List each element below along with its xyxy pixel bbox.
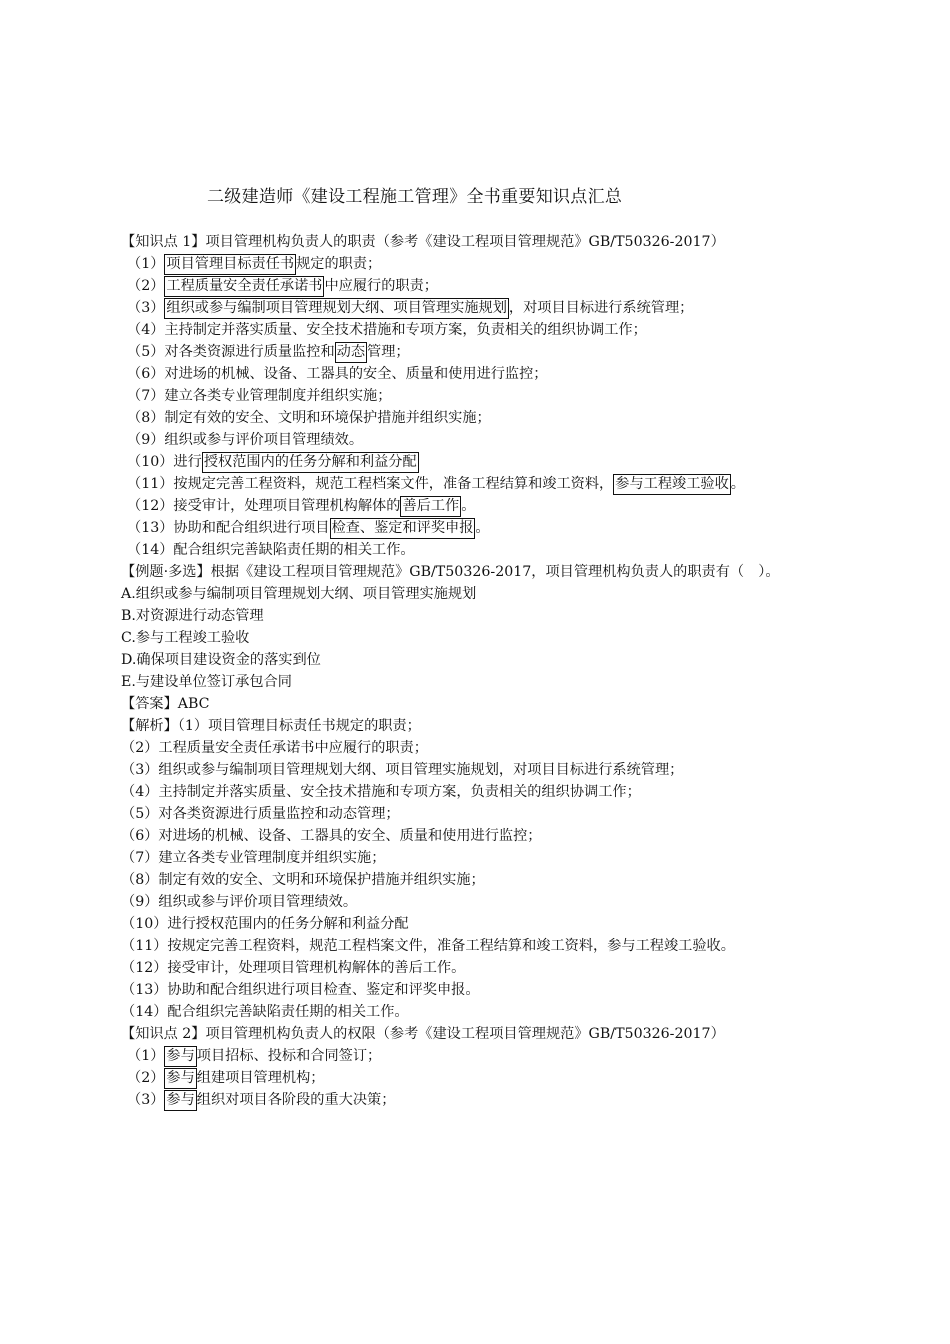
boxed-keyword: 检查、鉴定和评奖申报	[330, 518, 476, 539]
text-segment: 。	[461, 498, 476, 514]
text-line	[121, 627, 921, 649]
text-segment: （4）主持制定并落实质量、安全技术措施和专项方案，负责相关的组织协调工作；	[121, 784, 641, 800]
text-line	[121, 891, 921, 913]
text-segment: （12）接受审计，处理项目管理机构解体的	[127, 498, 401, 514]
text-segment: D.确保项目建设资金的落实到位	[121, 652, 321, 668]
text-line	[121, 1001, 921, 1023]
text-line	[121, 781, 921, 803]
text-segment: （11）按规定完善工程资料，规范工程档案文件，准备工程结算和竣工资料，	[127, 476, 614, 492]
boxed-keyword: 参与工程竣工验收	[613, 474, 731, 495]
text-segment: C.参与工程竣工验收	[121, 630, 250, 646]
text-segment: （2）工程质量安全责任承诺书中应履行的职责；	[121, 740, 428, 756]
text-segment: （8）制定有效的安全、文明和环境保护措施并组织实施；	[121, 872, 485, 888]
text-segment: （7）建立各类专业管理制度并组织实施；	[121, 850, 386, 866]
text-segment: 【答案】ABC	[121, 696, 210, 712]
text-segment: （12）接受审计，处理项目管理机构解体的善后工作。	[121, 960, 466, 976]
text-segment: （6）对进场的机械、设备、工器具的安全、质量和使用进行监控；	[127, 366, 548, 382]
text-segment: 【知识点 1】项目管理机构负责人的职责（参考《建设工程项目管理规范》GB/T50326-2017）	[121, 234, 725, 250]
text-line	[121, 869, 921, 891]
boxed-keyword: 组织或参与编制项目管理规划大纲、项目管理实施规划	[164, 298, 509, 319]
boxed-keyword: 参与	[164, 1068, 196, 1089]
text-segment: B.对资源进行动态管理	[121, 608, 264, 624]
boxed-keyword: 参与	[164, 1090, 196, 1111]
text-segment: 规定的职责；	[296, 256, 382, 272]
text-segment: 。	[730, 476, 745, 492]
text-segment: （3）	[127, 1092, 165, 1108]
text-segment: （5）对各类资源进行质量监控和动态管理；	[121, 806, 400, 822]
text-segment: （10）进行	[127, 454, 202, 470]
text-line	[121, 231, 921, 253]
text-segment: （9）组织或参与评价项目管理绩效。	[127, 432, 364, 448]
text-segment: （13）协助和配合组织进行项目检查、鉴定和评奖申报。	[121, 982, 480, 998]
text-line	[121, 253, 921, 275]
text-line	[121, 341, 921, 363]
boxed-keyword: 动态	[335, 342, 367, 363]
text-line	[121, 473, 921, 495]
text-line	[121, 539, 921, 561]
text-segment: （6）对进场的机械、设备、工器具的安全、质量和使用进行监控；	[121, 828, 542, 844]
text-line	[121, 407, 921, 429]
text-line	[121, 649, 921, 671]
text-segment: （2）	[127, 1070, 165, 1086]
text-segment: （2）	[127, 278, 165, 294]
text-segment: 组建项目管理机构；	[196, 1070, 325, 1086]
text-line	[121, 693, 921, 715]
text-line	[121, 803, 921, 825]
text-segment: （1）	[127, 256, 165, 272]
text-segment: （14）配合组织完善缺陷责任期的相关工作。	[127, 542, 415, 558]
text-line	[121, 1067, 921, 1089]
text-line	[121, 737, 921, 759]
text-segment: 【例题·多选】根据《建设工程项目管理规范》GB/T50326-2017，项目管理机构负责人的职责有（ ）。	[121, 564, 780, 580]
text-line	[121, 583, 921, 605]
text-line	[121, 979, 921, 1001]
text-segment: A.组织或参与编制项目管理规划大纲、项目管理实施规划	[121, 586, 477, 602]
document-title: 二级建造师《建设工程施工管理》全书重要知识点汇总	[207, 187, 623, 207]
text-segment: （10）进行授权范围内的任务分解和利益分配	[121, 916, 409, 932]
boxed-keyword: 参与	[164, 1046, 196, 1067]
text-segment: 【知识点 2】项目管理机构负责人的权限（参考《建设工程项目管理规范》GB/T50326-2017）	[121, 1026, 725, 1042]
text-line	[121, 1089, 921, 1111]
text-segment: 组织对项目各阶段的重大决策；	[196, 1092, 396, 1108]
boxed-keyword: 工程质量安全责任承诺书	[164, 276, 324, 297]
text-segment: （7）建立各类专业管理制度并组织实施；	[127, 388, 392, 404]
text-line	[121, 1023, 921, 1045]
text-line	[121, 935, 921, 957]
text-segment: E.与建设单位签订承包合同	[121, 674, 292, 690]
text-segment: （8）制定有效的安全、文明和环境保护措施并组织实施；	[127, 410, 491, 426]
text-line	[121, 957, 921, 979]
text-line	[121, 517, 921, 539]
text-line	[121, 913, 921, 935]
text-line	[121, 825, 921, 847]
text-line	[121, 385, 921, 407]
text-line	[121, 297, 921, 319]
text-segment: （1）	[127, 1048, 165, 1064]
text-line	[121, 495, 921, 517]
text-line	[121, 275, 921, 297]
text-segment: 项目招标、投标和合同签订；	[196, 1048, 382, 1064]
text-segment: （3）组织或参与编制项目管理规划大纲、项目管理实施规划，对项目目标进行系统管理；	[121, 762, 684, 778]
text-segment: （9）组织或参与评价项目管理绩效。	[121, 894, 358, 910]
text-line	[121, 605, 921, 627]
text-line	[121, 429, 921, 451]
text-segment: 管理；	[367, 344, 410, 360]
text-segment: （4）主持制定并落实质量、安全技术措施和专项方案，负责相关的组织协调工作；	[127, 322, 647, 338]
text-segment: （11）按规定完善工程资料，规范工程档案文件，准备工程结算和竣工资料，参与工程竣工验收。	[121, 938, 735, 954]
text-segment: （13）协助和配合组织进行项目	[127, 520, 330, 536]
document-body	[121, 231, 921, 1111]
text-segment: 【解析】（1）项目管理目标责任书规定的职责；	[121, 718, 421, 734]
text-segment: （14）配合组织完善缺陷责任期的相关工作。	[121, 1004, 409, 1020]
text-line	[121, 671, 921, 693]
text-segment: （5）对各类资源进行质量监控和	[127, 344, 335, 360]
text-line	[121, 847, 921, 869]
text-line	[121, 451, 921, 473]
text-segment: 。	[475, 520, 490, 536]
boxed-keyword: 项目管理目标责任书	[164, 254, 296, 275]
text-line	[121, 319, 921, 341]
text-segment: 中应履行的职责；	[324, 278, 438, 294]
text-line	[121, 363, 921, 385]
text-line	[121, 759, 921, 781]
text-line	[121, 561, 921, 583]
boxed-keyword: 授权范围内的任务分解和利益分配	[202, 452, 419, 473]
text-line	[121, 715, 921, 737]
boxed-keyword: 善后工作	[400, 496, 461, 517]
text-segment: （3）	[127, 300, 165, 316]
text-line	[121, 1045, 921, 1067]
text-segment: ，对项目目标进行系统管理；	[508, 300, 694, 316]
